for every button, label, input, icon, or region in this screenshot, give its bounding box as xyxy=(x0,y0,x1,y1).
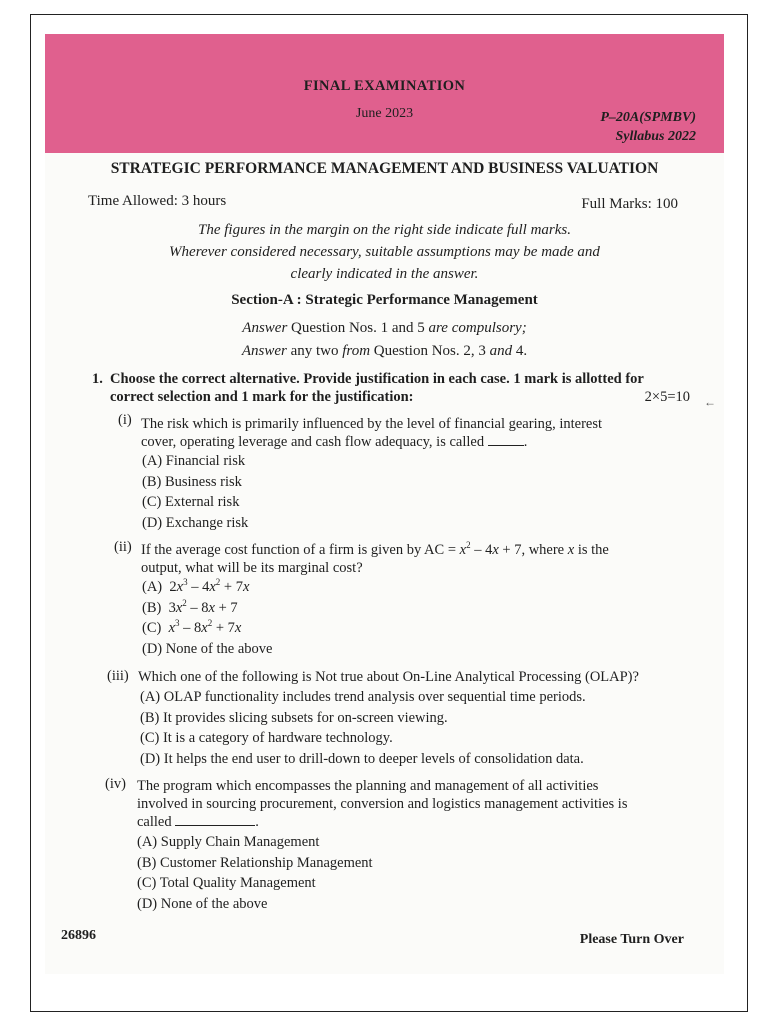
answer-line-1 xyxy=(45,317,724,340)
options-iv xyxy=(137,832,373,914)
text-part: + 7 xyxy=(220,579,243,595)
options-iii xyxy=(140,687,586,769)
exponent: 3 xyxy=(175,618,180,629)
sub-question-ii-text xyxy=(141,541,696,577)
please-turn-over: Please Turn Over xyxy=(579,932,684,947)
exponent: 2 xyxy=(466,540,471,551)
text-part: – 8 xyxy=(186,599,209,616)
option: (B) Customer Relationship Management xyxy=(137,854,373,871)
subject-title: STRATEGIC PERFORMANCE MANAGEMENT AND BUSINESS VALUATION xyxy=(110,160,659,177)
variable: x xyxy=(168,620,176,636)
options-i xyxy=(142,451,248,533)
variable: x xyxy=(208,599,215,616)
sentence-end: . xyxy=(523,434,528,450)
variable: x xyxy=(176,579,184,595)
exam-date: June 2023 xyxy=(355,106,414,121)
text-part: – 8 xyxy=(179,620,202,636)
coef: 2 xyxy=(169,579,177,595)
sub-question-number: (iii) xyxy=(107,668,129,684)
answer-questions: Question Nos. 1 and 5 xyxy=(291,320,425,336)
answer-and: and xyxy=(489,343,513,359)
option: (A) Supply Chain Management xyxy=(137,834,320,850)
sub-question-line-3 xyxy=(137,813,697,831)
answer-questions-last: 4. xyxy=(515,343,528,359)
option: (D) It helps the end user to drill-down to deeper levels of consolidation data. xyxy=(140,750,584,767)
question-text: Choose the correct alternative. Provide justification in each case. 1 mark is allotted for xyxy=(110,371,644,387)
question-1-line-1 xyxy=(92,370,692,388)
text-part: – 4 xyxy=(470,542,493,558)
instruction-line: The figures in the margin on the right side indicate full marks. xyxy=(197,222,572,238)
question-text: correct selection and 1 mark for the justification: xyxy=(110,389,414,405)
option: (B) It provides slicing subsets for on-screen viewing. xyxy=(140,709,448,726)
option: (A) OLAP functionality includes trend analysis over sequential time periods. xyxy=(140,689,586,705)
sub-question-line: called xyxy=(137,814,172,830)
option-label: (B) xyxy=(142,599,162,616)
question-number: 1. xyxy=(92,371,103,387)
sub-question-line: cover, operating leverage and cash flow adequacy, is called xyxy=(141,434,485,450)
variable: x xyxy=(234,620,242,636)
option-label: (A) xyxy=(142,579,163,595)
sub-question-iii-text: Which one of the following is Not true about On-Line Analytical Processing (OLAP)? xyxy=(138,669,639,685)
sub-question-line-2 xyxy=(141,433,696,451)
answer-questions: Question Nos. 2, 3 xyxy=(373,343,486,359)
exam-title: FINAL EXAMINATION xyxy=(303,78,466,94)
answer-word: Answer xyxy=(242,320,288,336)
option: (A) Financial risk xyxy=(142,453,246,469)
answer-compulsory: are compulsory; xyxy=(428,320,527,336)
text-part: – 4 xyxy=(187,579,210,595)
exponent: 2 xyxy=(215,577,221,588)
paper-code: P–20A(SPMBV) xyxy=(600,110,696,125)
answer-any-two: any two xyxy=(290,343,339,359)
option: (C) External risk xyxy=(142,494,240,510)
sub-question-number: (iv) xyxy=(105,776,126,792)
answer-line-2 xyxy=(45,340,724,363)
options-ii xyxy=(142,577,272,659)
variable: x xyxy=(209,579,216,595)
time-allowed: Time Allowed: 3 hours xyxy=(88,193,227,209)
sub-question-line: involved in sourcing procurement, conversion and logistics management activities is xyxy=(137,796,628,812)
variable: x xyxy=(492,542,499,558)
text-part: is the xyxy=(574,542,609,558)
sub-question-line: The risk which is primarily influenced by the level of financial gearing, interest xyxy=(141,416,603,432)
text-part: If the average cost function of a firm is given by AC = xyxy=(141,542,460,558)
variable: x xyxy=(175,599,183,616)
option: (B) Business risk xyxy=(142,473,242,490)
section-title: Section-A : Strategic Performance Management xyxy=(231,292,538,308)
exponent: 3 xyxy=(183,577,188,588)
sub-question-i-text xyxy=(141,415,696,451)
sub-question-iv-text xyxy=(137,777,697,831)
option-b xyxy=(142,598,272,619)
text-part: + 7, where xyxy=(498,542,568,558)
answer-from: from xyxy=(342,343,371,359)
variable: x xyxy=(201,620,208,636)
exponent: 2 xyxy=(207,618,213,629)
variable: x xyxy=(567,542,575,558)
answer-blank xyxy=(175,825,255,826)
option-d: (D) None of the above xyxy=(142,640,273,657)
sub-question-line: The program which encompasses the planning and management of all activities xyxy=(137,778,599,794)
option: (D) Exchange risk xyxy=(142,514,249,531)
coef: 3 xyxy=(168,599,176,616)
paper-serial-code: 26896 xyxy=(61,928,96,943)
answer-blank xyxy=(488,445,524,446)
instruction-line: clearly indicated in the answer. xyxy=(290,266,479,282)
instructions xyxy=(45,219,724,285)
option: (C) It is a category of hardware technology. xyxy=(140,730,393,746)
variable: x xyxy=(459,542,467,558)
sub-question-number: (ii) xyxy=(114,539,132,555)
option-label: (C) xyxy=(142,620,162,636)
answer-instructions xyxy=(45,317,724,363)
text-part: + 7 xyxy=(212,620,235,636)
sub-question-line: output, what will be its marginal cost? xyxy=(141,560,363,576)
option: (C) Total Quality Management xyxy=(137,875,316,891)
sub-question-number: (i) xyxy=(118,412,132,428)
syllabus: Syllabus 2022 xyxy=(615,129,696,144)
exponent: 2 xyxy=(182,597,187,608)
answer-word: Answer xyxy=(241,343,287,359)
option: (D) None of the above xyxy=(137,895,268,912)
question-1 xyxy=(92,370,692,406)
paper-code-block xyxy=(600,108,696,146)
variable: x xyxy=(242,579,250,595)
question-1-marks: 2×5=10 xyxy=(644,389,690,405)
option-c xyxy=(142,618,272,639)
text-part: + 7 xyxy=(214,599,238,616)
instruction-line: Wherever considered necessary, suitable assumptions may be made and xyxy=(169,244,600,260)
margin-arrow: ← xyxy=(704,395,716,409)
sub-question-line xyxy=(141,541,696,559)
full-marks: Full Marks: 100 xyxy=(581,196,678,212)
option-a xyxy=(142,577,272,598)
sentence-end: . xyxy=(255,814,259,830)
